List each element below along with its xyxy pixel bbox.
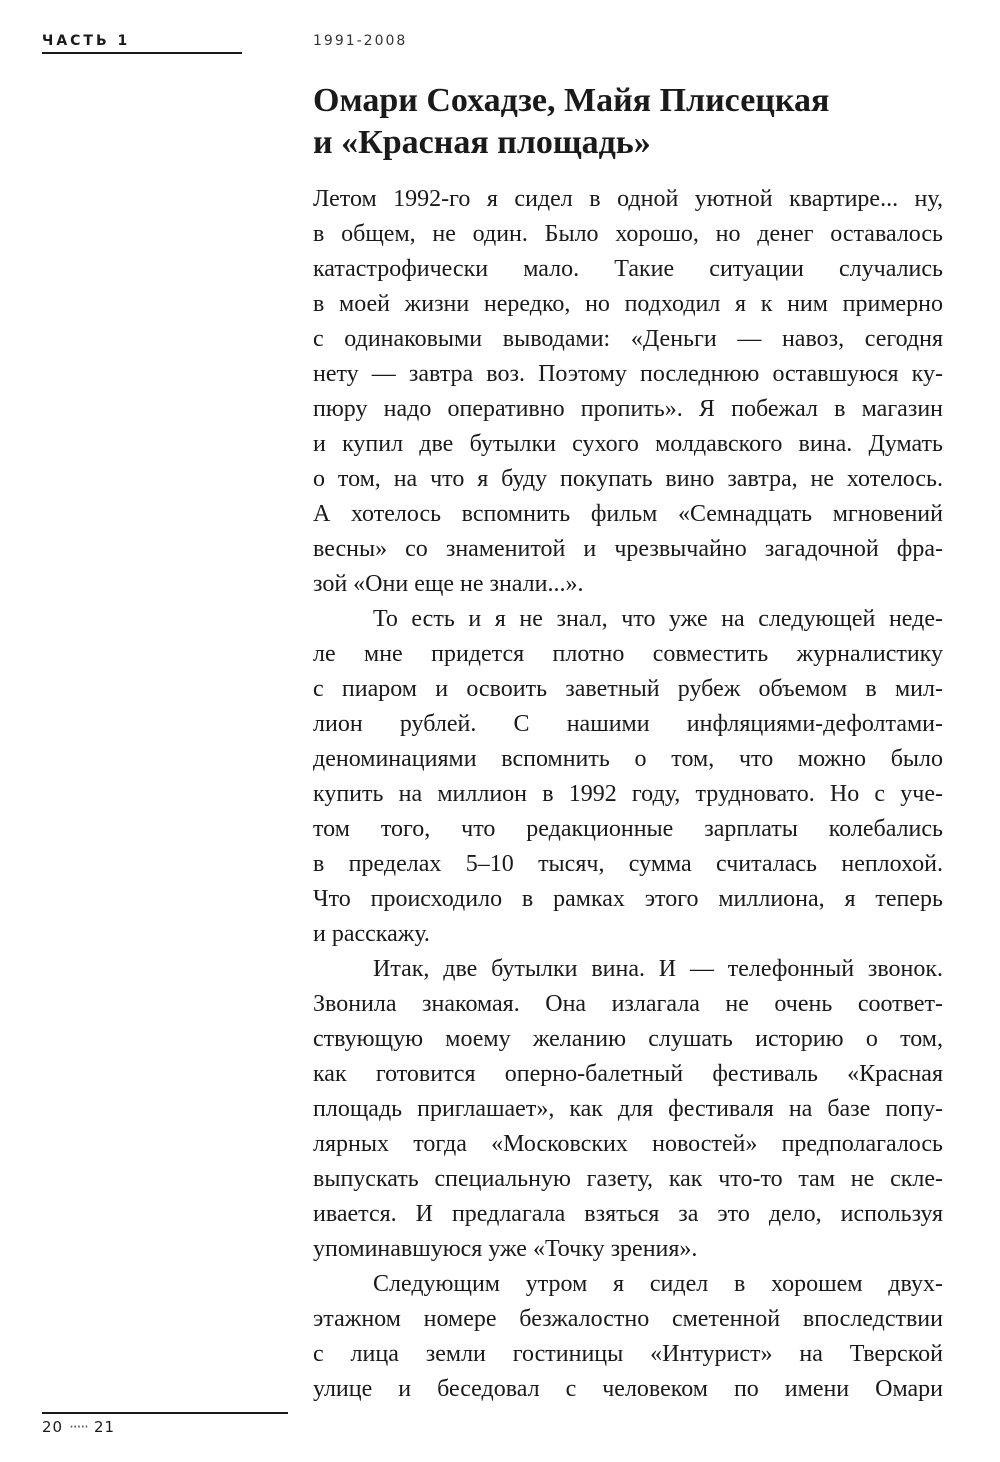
text-line: нету — завтра воз. Поэтому последнюю оставшуюся ку- xyxy=(313,361,943,387)
running-head-part: ЧАСТЬ 1 xyxy=(42,33,131,49)
text-line: о том, на что я буду покупать вино завтра, не хотелось. xyxy=(313,466,943,492)
text-line: упоминавшуюся уже «Точку зрения». xyxy=(313,1236,698,1262)
text-line: То есть и я не знал, что уже на следующей неде- xyxy=(373,606,943,632)
text-line: как готовится оперно-балетный фестиваль «Красная xyxy=(313,1061,943,1087)
text-line: с пиаром и освоить заветный рубеж объемом в мил- xyxy=(313,676,943,702)
text-line: Следующим утром я сидел в хорошем двух- xyxy=(373,1271,943,1297)
text-line: ствующую моему желанию слушать историю о том, xyxy=(313,1026,943,1052)
text-line: пюру надо оперативно пропить». Я побежал в магазин xyxy=(313,396,943,422)
text-line: в пределах 5–10 тысяч, сумма считалась неплохой. xyxy=(313,851,943,877)
text-line: купить на миллион в 1992 году, трудновато. Но с уче- xyxy=(313,781,943,807)
text-line: ивается. И предлагала взяться за это дело, используя xyxy=(313,1201,943,1227)
chapter-title-line: и «Красная площадь» xyxy=(313,124,651,161)
text-line: и расскажу. xyxy=(313,921,430,947)
chapter-title-line: Омари Сохадзе, Майя Плисецкая xyxy=(313,82,830,119)
running-head-years: 1991-2008 xyxy=(313,33,408,49)
text-line: площадь приглашает», как для фестиваля на базе попу- xyxy=(313,1096,943,1122)
chapter-title xyxy=(313,80,953,164)
text-line: с лица земли гостиницы «Интурист» на Тверской xyxy=(313,1341,943,1367)
text-line: зой «Они еще не знали...». xyxy=(313,571,584,597)
page-numbers xyxy=(42,1418,115,1436)
footer-rule xyxy=(42,1412,288,1414)
text-line: лярных тогда «Московских новостей» предполагалось xyxy=(313,1131,943,1157)
text-line: деноминациями вспомнить о том, что можно было xyxy=(313,746,943,772)
page-number-separator: ····· xyxy=(69,1418,88,1436)
page-number-left: 20 xyxy=(42,1418,64,1436)
text-line: Летом 1992-го я сидел в одной уютной квартире... ну, xyxy=(313,186,943,212)
text-line: весны» со знаменитой и чрезвычайно загадочной фра- xyxy=(313,536,943,562)
page-number-right: 21 xyxy=(93,1418,116,1436)
text-line: том того, что редакционные зарплаты колебались xyxy=(313,816,943,842)
text-line: в общем, не один. Было хорошо, но денег оставалось xyxy=(313,221,943,247)
text-line: в моей жизни нередко, но подходил я к ним примерно xyxy=(313,291,943,317)
text-line: ле мне придется плотно совместить журналистику xyxy=(313,641,943,667)
text-line: Итак, две бутылки вина. И — телефонный звонок. xyxy=(373,956,943,982)
text-line: катастрофически мало. Такие ситуации случались xyxy=(313,256,943,282)
text-line: лион рублей. С нашими инфляциями-дефолтами- xyxy=(313,711,943,737)
text-line: с одинаковыми выводами: «Деньги — навоз, сегодня xyxy=(313,326,943,352)
header-rule xyxy=(42,52,242,54)
body-text xyxy=(313,182,943,1407)
text-line: этажном номере безжалостно сметенной впоследствии xyxy=(313,1306,943,1332)
text-line: А хотелось вспомнить фильм «Семнадцать мгновений xyxy=(313,501,943,527)
text-line: и купил две бутылки сухого молдавского вина. Думать xyxy=(313,431,943,457)
text-line: Звонила знакомая. Она излагала не очень соответ- xyxy=(313,991,943,1017)
text-line: Что происходило в рамках этого миллиона, я теперь xyxy=(313,886,943,912)
text-line: выпускать специальную газету, как что-то там не скле- xyxy=(313,1166,943,1192)
text-line: улице и беседовал с человеком по имени Омари xyxy=(313,1376,943,1402)
